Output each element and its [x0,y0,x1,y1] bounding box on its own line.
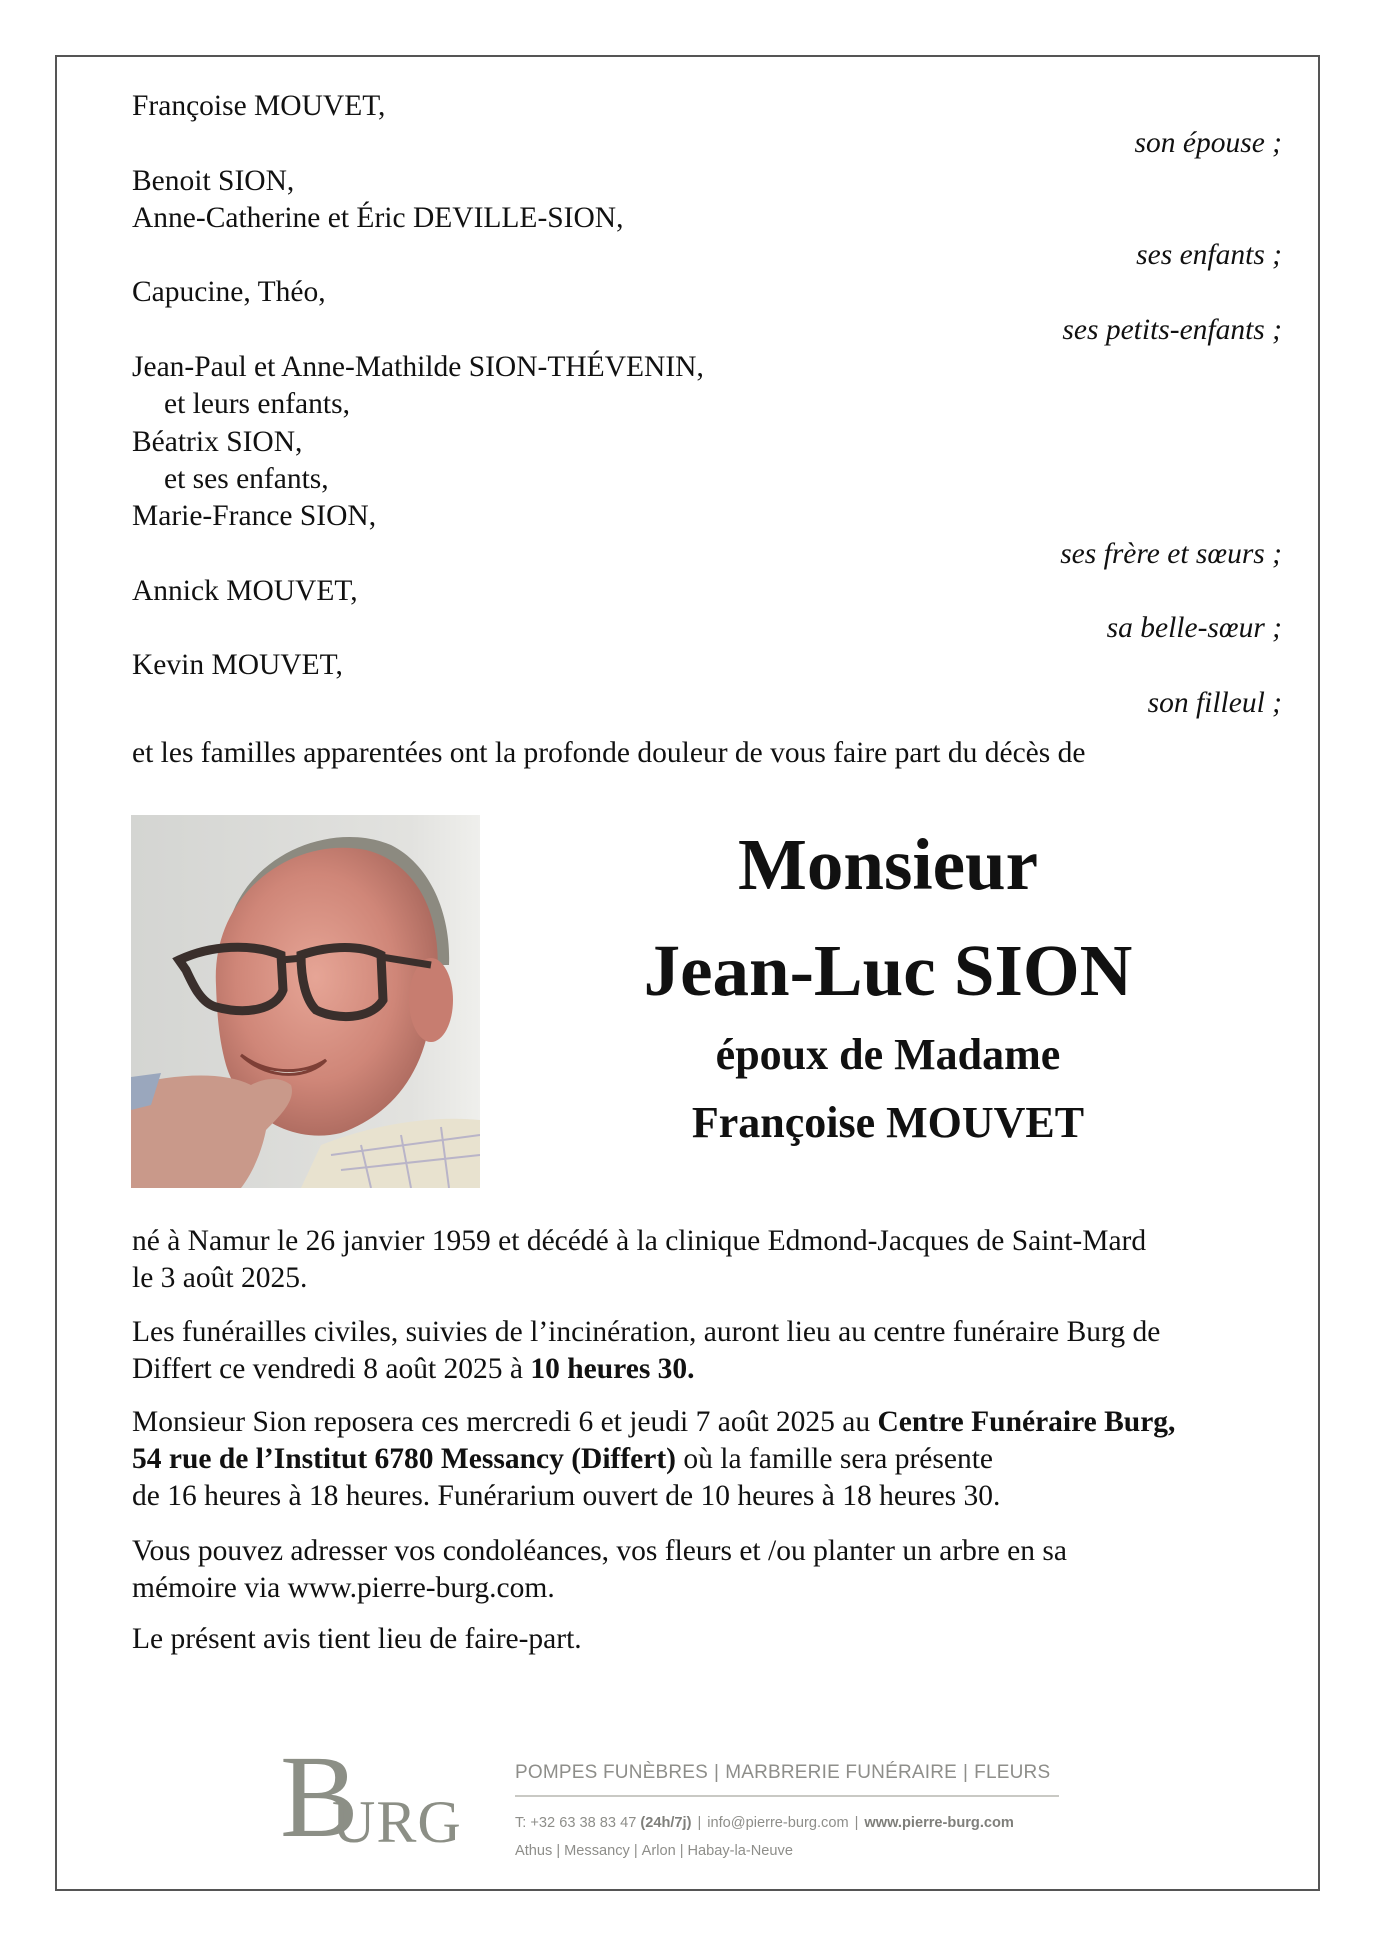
birth-death-paragraph [132,1223,1292,1297]
separator: | [714,1762,720,1783]
relation-label: ses petits-enfants ; [1062,313,1282,346]
spouse-line-1: époux de Madame [715,1030,1061,1079]
family-name: Jean-Paul et Anne-Mathilde SION-THÉVENIN, [132,351,704,384]
phone-number[interactable]: T: +32 63 38 83 47 [515,1815,637,1831]
logo-initial: B [280,1731,359,1862]
relation-label: sa belle-sœur ; [1106,612,1282,645]
visitation-text: Monsieur Sion reposera ces mercredi 6 et jeudi 7 août 2025 au [132,1406,878,1438]
paragraph-line: Vous pouvez adresser vos condoléances, vos fleurs et /ou planter un arbre en sa [132,1535,1067,1567]
family-subline: et ses enfants, [164,462,329,495]
separator: | [963,1762,969,1783]
paragraph-line: le 3 août 2025. [132,1261,308,1294]
service-item: POMPES FUNÈBRES [515,1762,709,1783]
visitation-text: où la famille sera présente [676,1442,993,1475]
family-subline: et leurs enfants, [164,388,350,421]
family-name: Benoit SION, [132,164,295,197]
burg-logo [280,1731,470,1862]
paragraph-line: mémoire via www.pierre-burg.com. [132,1571,555,1604]
separator: | [697,1815,702,1831]
family-list [132,88,1282,772]
phone-hours: (24h/7j) [640,1815,692,1831]
logo-rest: URG [332,1789,462,1855]
portrait-photo [131,815,480,1188]
venue-address: 54 rue de l’Institut 6780 Messancy (Differt) [132,1442,677,1475]
relation-label: ses enfants ; [1136,239,1282,272]
family-name: Béatrix SION, [132,425,303,458]
relation-label: son filleul ; [1147,686,1282,719]
footer-contact [515,1814,1060,1832]
footer-services [515,1762,1060,1784]
separator: | [854,1815,859,1831]
paragraph-line: de 16 heures à 18 heures. Funérarium ouvert de 10 heures à 18 heures 30. [132,1479,1001,1512]
family-name: Annick MOUVET, [132,574,358,607]
paragraph-line: Les funérailles civiles, suivies de l’incinération, auront lieu au centre funéraire Burg de [132,1316,1161,1348]
notice-paragraph [132,1621,1292,1658]
separator: | [633,1843,638,1859]
condolences-paragraph [132,1533,1292,1607]
paragraph-line [132,1441,1292,1478]
website-link[interactable]: www.pierre-burg.com [864,1815,1014,1831]
funeral-date-text: Differt ce vendredi 8 août 2025 à [132,1352,531,1385]
deceased-salutation: Monsieur [737,824,1039,905]
family-name: Françoise MOUVET, [132,90,386,122]
relation-label: ses frère et sœurs ; [1060,537,1282,570]
footer-locations [515,1842,1060,1860]
email-link[interactable]: info@pierre-burg.com [707,1815,849,1831]
paragraph-line: Le présent avis tient lieu de faire-part. [132,1623,582,1655]
location-item: Arlon [641,1843,676,1859]
funeral-paragraph [132,1314,1292,1388]
funeral-time: 10 heures 30. [530,1352,695,1385]
spouse-line-2: Françoise MOUVET [691,1098,1085,1147]
family-name: Anne-Catherine et Éric DEVILLE-SION, [132,201,624,234]
paragraph-line [132,1351,1292,1388]
location-item: Habay-la-Neuve [687,1843,793,1859]
visitation-paragraph [132,1404,1292,1514]
venue-name: Centre Funéraire Burg, [877,1406,1176,1438]
location-item: Athus [515,1843,553,1859]
separator: | [556,1843,561,1859]
family-name: Marie-France SION, [132,500,377,533]
announcement-text: et les familles apparentées ont la profonde douleur de vous faire part du décès de [132,737,1086,770]
family-name: Capucine, Théo, [132,276,326,309]
relation-label: son épouse ; [1134,127,1282,160]
service-item: MARBRERIE FUNÉRAIRE [725,1762,958,1783]
footer-divider [515,1795,1059,1797]
paragraph-line: né à Namur le 26 janvier 1959 et décédé à la clinique Edmond-Jacques de Saint-Mard [132,1225,1147,1257]
separator: | [679,1843,684,1859]
location-item: Messancy [564,1843,630,1859]
service-item: FLEURS [974,1762,1051,1783]
family-name: Kevin MOUVET, [132,649,343,682]
portrait-image [131,815,480,1188]
deceased-name: Jean-Luc SION [643,930,1133,1011]
paragraph-line [132,1404,1292,1441]
